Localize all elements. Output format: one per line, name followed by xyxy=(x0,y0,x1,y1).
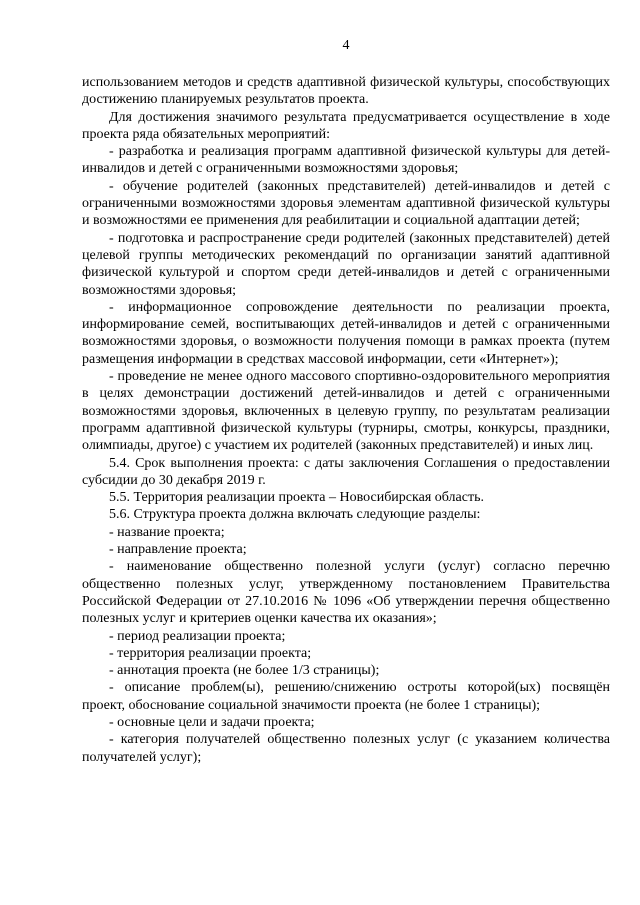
list-item: - информационное сопровождение деятельности по реализации проекта, информирование семей, воспитывающих детей-инвалидов и детей с ограниченными возможностями здоровья, о возможности получения помощи в рамках проекта (путем размещения информации в средствах массовой информации, сети «Интернет»); xyxy=(82,299,610,367)
list-item: - наименование общественно полезной услуги (услуг) согласно перечню общественно полезных услуг, утвержденному постановлением Правительства Российской Федерации от 27.10.2016 № 1096 «Об утверждении перечня общественно полезных услуг и критериев оценки качества их оказания»; xyxy=(82,559,610,627)
section-5-6: 5.6. Структура проекта должна включать следующие разделы: xyxy=(109,507,481,523)
document-body xyxy=(82,74,610,766)
list-item: - описание проблем(ы), решению/снижению остроты которой(ых) посвящён проект, обоснование социальной значимости проекта (не более 1 страницы); xyxy=(82,680,610,713)
section-5-4: 5.4. Срок выполнения проекта: с даты заключения Соглашения о предоставлении субсидии до 30 декабря 2019 г. xyxy=(82,455,610,488)
page-number: 4 xyxy=(342,38,350,53)
list-item: - название проекта; xyxy=(109,524,225,540)
list-item: - период реализации проекта; xyxy=(109,628,286,644)
list-item: - категория получателей общественно полезных услуг (с указанием количества получателей услуг); xyxy=(82,732,610,765)
list-item: - направление проекта; xyxy=(109,542,247,558)
paragraph-2: Для достижения значимого результата предусматривается осуществление в ходе проекта ряда обязательных мероприятий: xyxy=(82,109,610,142)
list-item: - территория реализации проекта; xyxy=(109,645,312,661)
section-5-5: 5.5. Территория реализации проекта – Новосибирская область. xyxy=(109,490,484,506)
list-item: - проведение не менее одного массового спортивно-оздоровительного мероприятия в целях демонстрации достижений детей-инвалидов и детей с ограниченными возможностями здоровья, включенных в целевую группу, по результатам реализации программ адаптивной физической культуры (турниры, смотры, конкурсы, праздники, олимпиады, другое) с участием их родителей (законных представителей) и иных лиц. xyxy=(82,369,610,454)
paragraph-1: использованием методов и средств адаптивной физической культуры, способствующих достижению планируемых результатов проекта. xyxy=(82,75,610,108)
list-item: - аннотация проекта (не более 1/3 страницы); xyxy=(109,663,380,679)
list-item: - основные цели и задачи проекта; xyxy=(109,714,315,730)
document-page xyxy=(82,0,610,905)
list-item: - разработка и реализация программ адаптивной физической культуры для детей-инвалидов и детей с ограниченными возможностями здоровья; xyxy=(82,144,610,177)
list-item: - подготовка и распространение среди родителей (законных представителей) детей целевой группы методических рекомендаций по организации занятий адаптивной физической культурой и спортом среди детей-инвалидов и детей с ограниченными возможностями здоровья; xyxy=(82,230,610,298)
list-item: - обучение родителей (законных представителей) детей-инвалидов и детей с ограниченными возможностями здоровья элементам адаптивной физической культуры и возможностями ее применения для реабилитации и социальной адаптации детей; xyxy=(82,178,610,229)
